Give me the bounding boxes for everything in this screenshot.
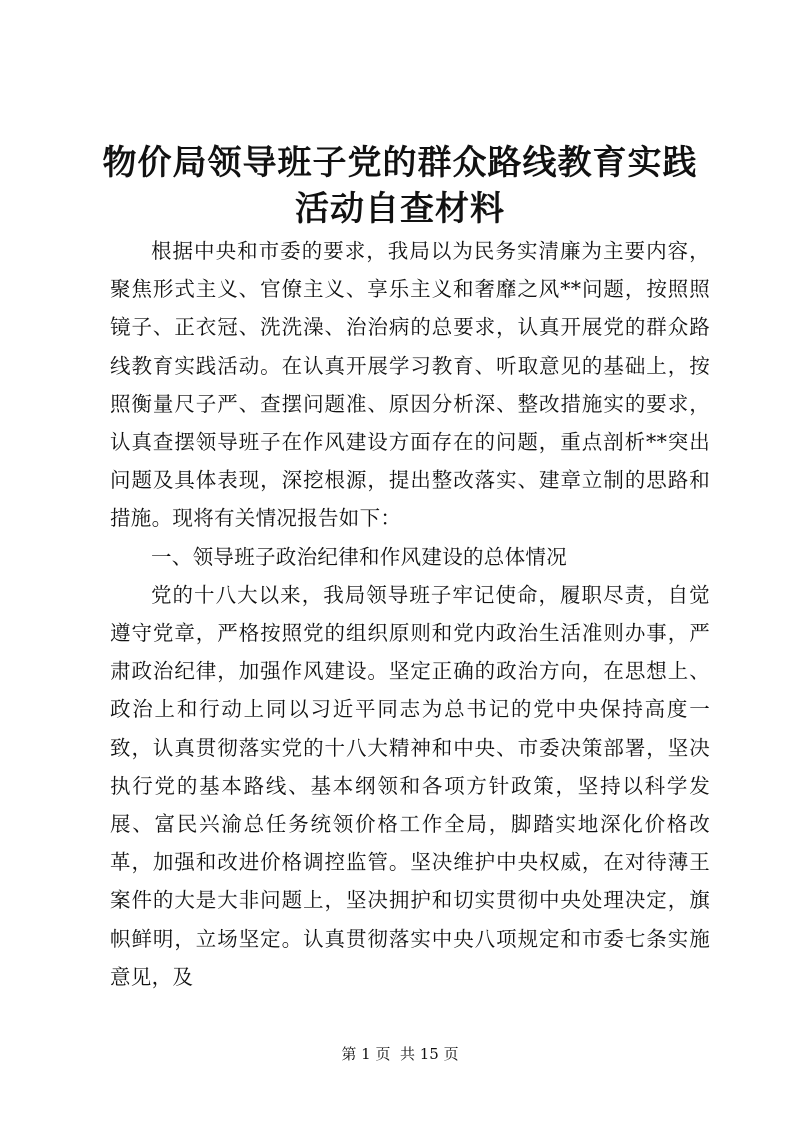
document-body bbox=[110, 232, 710, 996]
section-heading: 一、领导班子政治纪律和作风建设的总体情况 bbox=[151, 544, 567, 569]
intro-paragraph: 根据中央和市委的要求，我局以为民务实清廉为主要内容，聚焦形式主义、官僚主义、享乐主义和奢靡之风**问题，按照照镜子、正衣冠、洗洗澡、治治病的总要求，认真开展党的群众路线教育实践活动。在认真开展学习教育、听取意见的基础上，按照衡量尺子严、查摆问题准、原因分析深、整改措施实的要求，认真查摆领导班子在作风建设方面存在的问题，重点剖析**突出问题及具体表现，深挖根源，提出整改落实、建章立制的思路和措施。现将有关情况报告如下： bbox=[110, 239, 710, 531]
page-footer bbox=[0, 1044, 800, 1064]
page-number: 第 1 页 共 15 页 bbox=[341, 1045, 459, 1063]
body-paragraph: 党的十八大以来，我局领导班子牢记使命，履职尽责，自觉遵守党章，严格按照党的组织原则和党内政治生活准则办事，严肃政治纪律，加强作风建设。坚定正确的政治方向，在思想上、政治上和行动上同以习近平同志为总书记的党中央保持高度一致，认真贯彻落实党的十八大精神和中央、市委决策部署，坚决执行党的基本路线、基本纲领和各项方针政策，坚持以科学发展、富民兴渝总任务统领价格工作全局，脚踏实地深化价格改革，加强和改进价格调控监管。坚决维护中央权威，在对待薄王案件的大是大非问题上，坚决拥护和切实贯彻中央处理决定，旗帜鲜明，立场坚定。认真贯彻落实中央八项规定和市委七条实施意见，及 bbox=[110, 582, 710, 989]
document-title: 物价局领导班子党的群众路线教育实践活动自查材料 bbox=[102, 143, 698, 229]
